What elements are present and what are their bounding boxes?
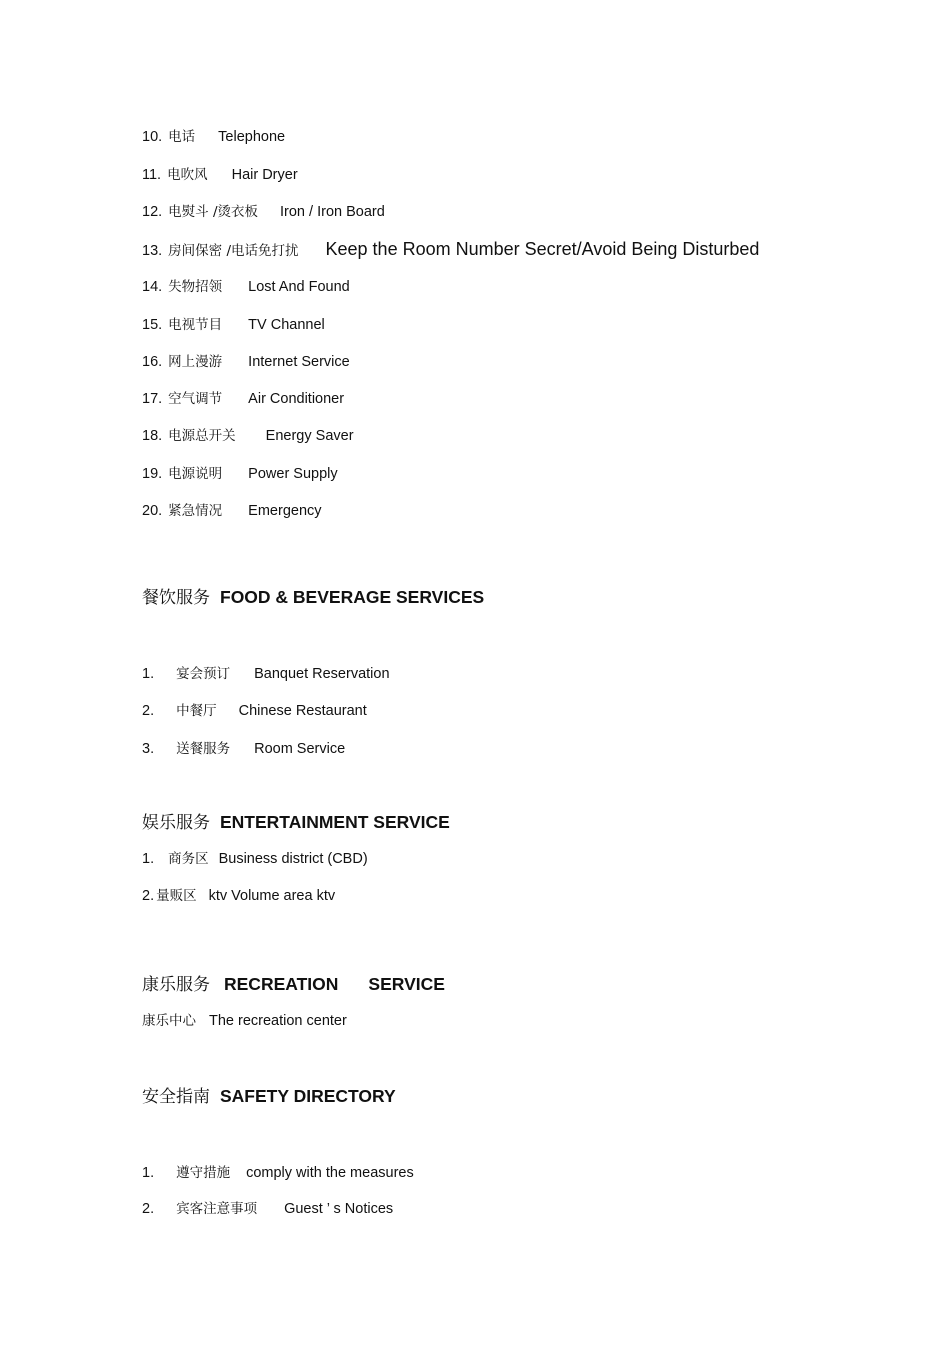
item-chinese: 电熨斗 /烫衣板 [168,204,259,220]
item-english: Room Service [254,741,346,757]
item-chinese: 康乐中心 [142,1013,196,1029]
item-english: Hair Dryer [231,167,298,183]
list-item [142,665,390,683]
item-number: 2. [142,1201,155,1217]
item-chinese: 电源总开关 [168,428,236,444]
item-number: 2. [142,703,155,719]
item-english: Keep the Room Number Secret/Avoid Being Disturbed [325,239,760,259]
item-chinese: 电视节目 [168,317,223,333]
item-english: Internet Service [248,354,350,370]
list-item [142,1200,393,1218]
item-number: 10. [142,129,163,145]
item-english: Lost And Found [248,279,350,295]
item-english: Emergency [248,503,322,519]
list-item [142,1164,414,1182]
heading-english: FOOD & BEVERAGE SERVICES [220,587,485,607]
item-chinese: 房间保密 /电话免打扰 [168,243,299,259]
list-item [142,166,298,184]
section-heading-food [142,586,484,610]
item-chinese: 中餐厅 [176,703,217,719]
item-english: Energy Saver [265,428,354,444]
item-english: Banquet Reservation [254,666,390,682]
list-item [142,203,385,221]
item-english: comply with the measures [246,1165,414,1181]
item-english: Air Conditioner [248,391,345,407]
item-chinese: 遵守措施 [176,1165,231,1181]
item-chinese: 空气调节 [168,391,223,407]
item-number: 14. [142,279,163,295]
item-english: Power Supply [248,466,338,482]
list-item [142,502,322,520]
item-english: Chinese Restaurant [238,703,367,719]
item-number: 13. [142,243,163,259]
list-item [142,887,335,905]
item-chinese: 电吹风 [167,167,208,183]
list-item [142,1012,347,1030]
item-number: 11. [142,167,162,183]
item-chinese: 宴会预订 [176,666,231,682]
list-item [142,240,759,260]
heading-english: RECREATION [224,974,339,994]
heading-english-2: SERVICE [368,974,445,994]
list-item [142,316,325,334]
heading-chinese: 娱乐服务 [142,813,210,833]
item-number: 2. [142,888,155,904]
item-number: 1. [142,851,155,867]
item-chinese: 网上漫游 [168,354,223,370]
item-number: 3. [142,741,155,757]
section-heading-recreation [142,973,445,997]
item-number: 1. [142,666,155,682]
item-english: TV Channel [248,317,325,333]
item-number: 17. [142,391,163,407]
item-number: 12. [142,204,163,220]
section-heading-entertainment [142,811,450,835]
section-heading-safety [142,1085,396,1109]
item-english: ktv Volume area ktv [208,888,336,904]
item-english: Iron / Iron Board [280,204,385,220]
heading-english: ENTERTAINMENT SERVICE [220,812,450,832]
item-chinese: 商务区 [168,851,209,867]
heading-chinese: 餐饮服务 [142,588,210,608]
item-english: Guest ’ s Notices [284,1201,394,1217]
item-chinese: 宾客注意事项 [176,1201,258,1217]
item-english: Telephone [218,129,286,145]
item-number: 1. [142,1165,155,1181]
heading-english: SAFETY DIRECTORY [220,1086,396,1106]
item-number: 16. [142,354,163,370]
list-item [142,353,350,371]
list-item [142,702,367,720]
item-chinese: 量贩区 [156,888,197,904]
heading-chinese: 康乐服务 [142,975,210,995]
item-number: 19. [142,466,163,482]
heading-chinese: 安全指南 [142,1087,210,1107]
item-chinese: 送餐服务 [176,741,231,757]
item-english: The recreation center [209,1013,347,1029]
item-english: Business district (CBD) [218,851,368,867]
item-number: 18. [142,428,163,444]
list-item [142,740,345,758]
item-chinese: 失物招领 [168,279,223,295]
item-chinese: 电源说明 [168,466,223,482]
list-item [142,128,285,146]
item-chinese: 电话 [168,129,196,145]
item-chinese: 紧急情况 [168,503,223,519]
item-number: 20. [142,503,163,519]
list-item [142,427,354,445]
list-item [142,850,368,868]
list-item [142,465,338,483]
item-number: 15. [142,317,163,333]
list-item [142,278,350,296]
list-item [142,390,344,408]
